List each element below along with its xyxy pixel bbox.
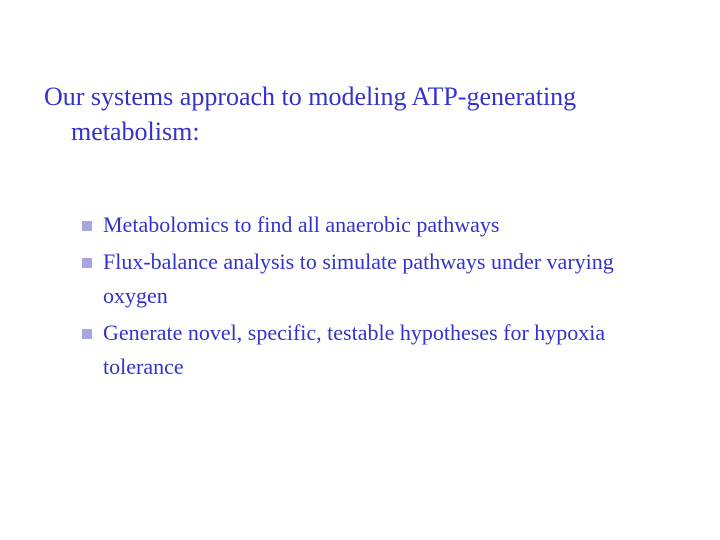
bullet-text: Generate novel, specific, testable hypotheses for hypoxia tolerance	[103, 320, 606, 379]
square-bullet-icon	[82, 221, 92, 231]
list-item	[82, 243, 682, 314]
square-bullet-icon	[82, 258, 92, 268]
square-bullet-icon	[82, 329, 92, 339]
bullet-text: Flux-balance analysis to simulate pathways under varying oxygen	[103, 249, 614, 308]
slide-heading: Our systems approach to modeling ATP-generating metabolism:	[44, 82, 577, 146]
list-item	[82, 314, 682, 385]
bullet-text: Metabolomics to find all anaerobic pathways	[103, 212, 500, 237]
bullet-list	[82, 206, 682, 385]
list-item	[82, 206, 682, 243]
